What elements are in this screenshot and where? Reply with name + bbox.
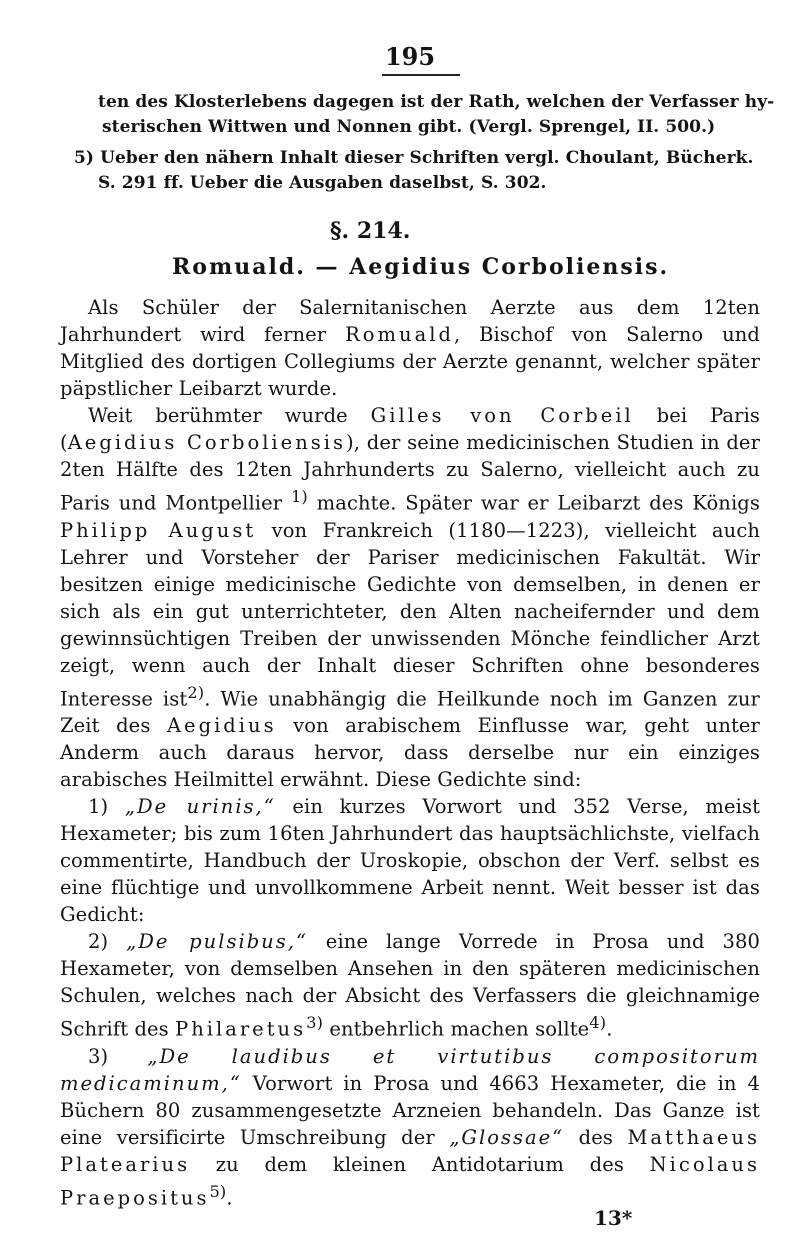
list-item-de-laudibus: 3) „De laudibus et virtutibus compositorum medicaminum,“ Vorwort in Prosa und 4663 Hexameter, die in 4 Büchern 80 zusammengesetzte Arzneien behandeln. Das Ganze ist eine versificirte Umschreibung der „Glossae“ des Matthaeus Platearius zu dem kleinen Antidotarium des Nicolaus Praepositus$^{5)}$. [60,1044,761,1209]
person-name: Matthaeus Platearius [60,1125,760,1176]
person-name: Aegidius Corboliensis [67,431,347,454]
section-title: Romuald. — Aegidius Corboliensis. [172,254,670,280]
signature-mark: 13* [594,1206,633,1230]
footnote-line: ten des Klosterlebens dagegen ist der Rath, welchen der Verfasser hy- [98,92,775,112]
person-name: Aegidius [166,714,277,737]
page-number: 195 [384,42,436,71]
footnote-ref: 4) [589,1013,607,1032]
work-title: „De laudibus et virtutibus compositorum medicaminum,“ [60,1044,761,1095]
person-name: Nicolaus Praepositus [60,1152,760,1209]
work-title: „De pulsibus,“ [126,930,308,953]
work-title: „De urinis,“ [124,795,276,818]
work-title: „Glossae“ [449,1125,565,1149]
footnote-ref: 1) [290,487,308,506]
person-name: Philaretus [175,1017,307,1041]
paragraph-romuald: Als Schüler der Salernitanischen Aerzte aus dem 12ten Jahrhundert wird ferner Romuald, Bischof von Salerno und Mitglied des dortigen Collegiums der Aerzte genannt, welcher später päpstlicher Leibarzt wurde. [60,296,760,400]
section-number: §. 214. [330,218,411,244]
footnote-line: S. 291 ff. Ueber die Ausgaben daselbst, S. 302. [98,173,547,193]
person-name: Philipp August [60,518,257,542]
person-name: Romuald [345,323,454,346]
paragraph-aegidius: Weit berühmter wurde Gilles von Corbeil bei Paris (Aegidius Corboliensis), der seine medicinischen Studien in der 2ten Hälfte des 12ten Jahrhunderts zu Salerno, vielleicht auch zu Paris und Montpellier $^{1)}$ machte. Später war er Leibarzt des Königs Philipp August von Frankreich (1180—1223), vielleicht auch Lehrer und Vorsteher der Pariser medicinischen Fakultät. Wir besitzen einige medicinische Gedichte von demselben, in denen er sich als ein gut unterrichteter, den Alten nacheifernder und dem gewinnsüchtigen Treiben der unwissenden Mönche feindlicher Arzt zeigt, wenn auch der Inhalt dieser Schriften ohne besonderes Interesse ist$^{2)}$. Wie unabhängig die Heilkunde noch im Ganzen zur Zeit des Aegidius von arabischem Einflusse war, geht unter Anderm auch daraus hervor, dass derselbe nur ein einziges arabisches Heilmittel erwähnt. Diese Gedichte sind: [60,404,761,791]
list-item-de-urinis: 1) „De urinis,“ ein kurzes Vorwort und 352 Verse, meist Hexameter; bis zum 16ten Jahrhundert das hauptsächlichste, vielfach commentirte, Handbuch der Uroskopie, obschon der Verf. selbst es eine flüchtige und unvollkommene Arbeit nennt. Weit besser ist das Gedicht: [60,795,761,926]
body-text [60,294,760,1211]
person-name: Gilles von Corbeil [370,404,634,427]
footnote-ref: 5) [209,1181,227,1201]
footnote-line: sterischen Wittwen und Nonnen gibt. (Vergl. Sprengel, II. 500.) [102,117,716,137]
list-item-de-pulsibus: 2) „De pulsibus,“ eine lange Vorrede in Prosa und 380 Hexameter, von demselben Ansehen in den späteren medicinischen Schulen, welches nach der Absicht des Verfassers die gleichnamige Schrift des Philaretus$^{3)}$ entbehrlich machen sollte$^{4)}$. [60,930,761,1041]
footnote-ref: 2) [187,682,205,702]
footnote-line: 5) Ueber den nähern Inhalt dieser Schriften vergl. Choulant, Bücherk. [74,148,754,168]
footnote-ref: 3) [306,1013,324,1032]
page-number-rule [382,74,460,76]
